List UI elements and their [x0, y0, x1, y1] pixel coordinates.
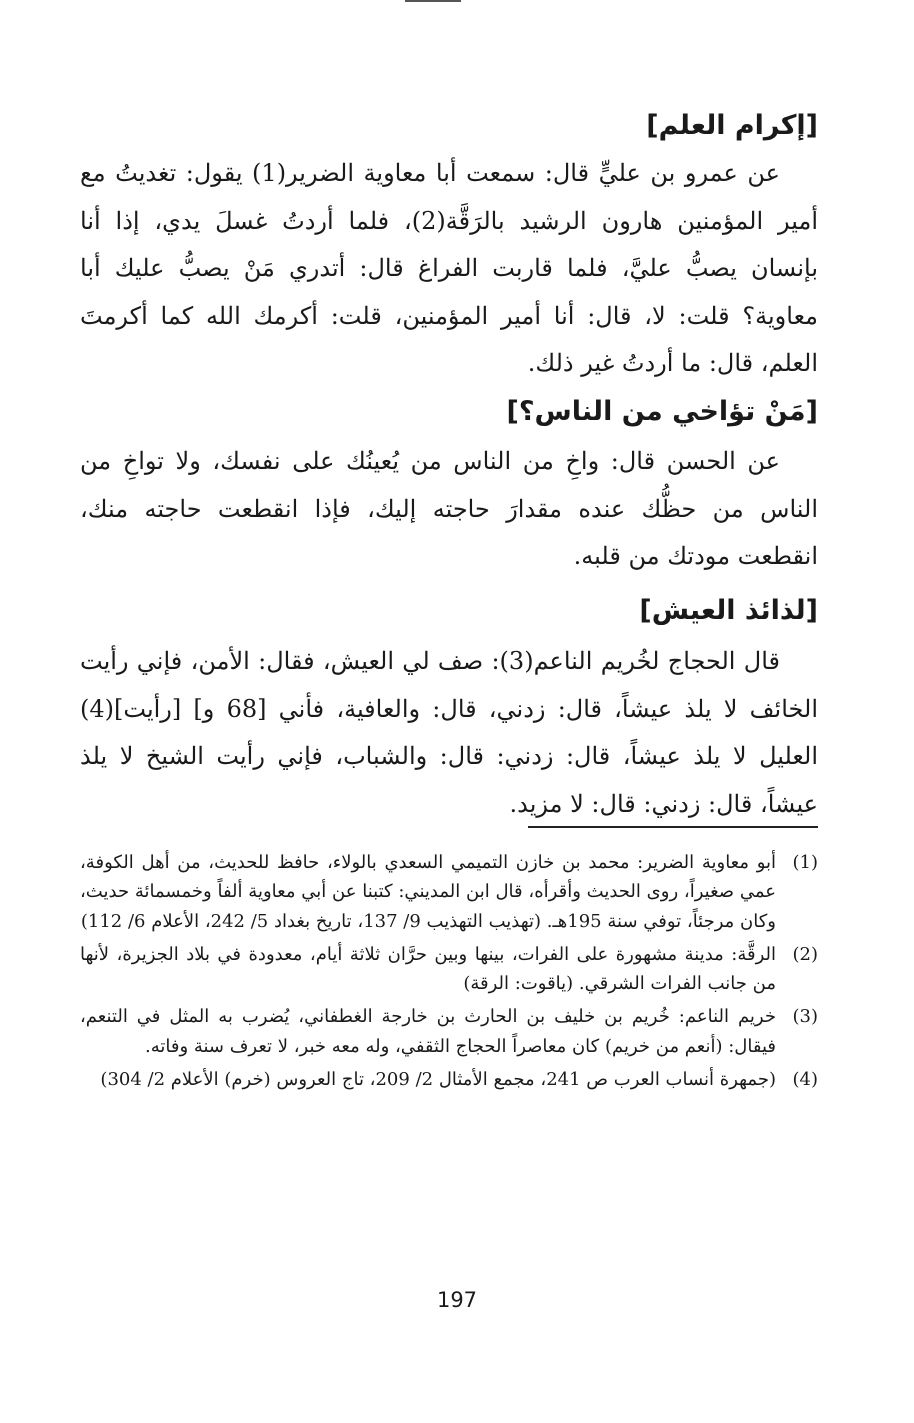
section-body-honoring-knowledge: عن عمرو بن عليٍّ قال: سمعت أبا معاوية الضرير(1) يقول: تغديتُ مع أمير المؤمنين هارون الرشيد بالرَقَّة(2)، فلما أردتُ غسلَ يدي، إذا أنا بإنسان يصبُّ عليَّ، فلما قاربت الفراغ قال: أتدري مَنْ يصبُّ عليك أبا معاوية؟ قلت: لا، قال: أنا أمير المؤمنين، قلت: أكرمك الله كما أكرمتَ العلم، قال: ما أردتُ غير ذلك.	[80, 159, 819, 377]
footnote	[80, 940, 818, 999]
footnote-text: خريم الناعم: خُريم بن خليف بن الحارث بن خارجة الغطفاني، يُضرب به المثل في التنعم، فيقال: (أنعم من خريم) كان معاصراً الحجاج الثقفي، وله معه خبر، لا تعرف سنة وفاته.	[80, 1006, 776, 1057]
footnote	[80, 1002, 818, 1061]
footnote-number: (1)	[792, 852, 818, 873]
footnote-number: (4)	[792, 1069, 818, 1091]
page-number: 197	[436, 1288, 478, 1312]
section-heading-honoring-knowledge: [إكرام العلم]	[646, 110, 818, 141]
footnote	[80, 1065, 818, 1094]
footnote-text: أبو معاوية الضرير: محمد بن خازن التميمي السعدي بالولاء، حافظ للحديث، من أهل الكوفة، عمي صغيراً، روى الحديث وأقرأه، قال ابن المديني: كتبنا عن أبي معاوية ألفاً وخمسمائة حديث، وكان مرجئاً، توفي سنة 195هـ. (تهذيب التهذيب 9/ 137، تاريخ بغداد 5/ 242، الأعلام 6/ 112)	[80, 852, 776, 932]
top-edge-rule	[405, 0, 461, 2]
section-heading-choosing-brothers: [مَنْ تؤاخي من الناس؟]	[506, 396, 818, 427]
footnote	[80, 848, 818, 936]
footnote-number: (2)	[792, 943, 818, 965]
footnotes	[80, 848, 818, 1098]
section-body-pleasures-of-life: قال الحجاج لخُريم الناعم(3): صف لي العيش، فقال: الأمن، فإني رأيت الخائف لا يلذ عيشاً، قال: زدني، قال: والعافية، فأني [68 و] [رأيت](4) العليل لا يلذ عيشاً، قال: زدني: قال: والشباب، فإني رأيت الشيخ لا يلذ عيشاً، قال: زدني: قال: لا مزيد.	[80, 647, 818, 818]
footnote-text: الرقَّة: مدينة مشهورة على الفرات، بينها وبين حرَّان ثلاثة أيام، معدودة في بلاد الجزيرة، لأنها من جانب الفرات الشرقي. (ياقوت: الرقة)	[80, 943, 776, 995]
footnote-number: (3)	[792, 1006, 818, 1028]
section-body-choosing-brothers: عن الحسن قال: واخِ من الناس من يُعينُك على نفسك، ولا تواخِ من الناس من حظُّك عنده مقدارَ حاجته إليك، فإذا انقطعت حاجته منك، انقطعت مودتك من قلبه.	[80, 447, 818, 570]
footnote-separator-rule	[528, 826, 818, 828]
footnote-text: (جمهرة أنساب العرب ص 241، مجمع الأمثال 2/ 209، تاج العروس (خرم) الأعلام 2/ 304)	[100, 1069, 776, 1091]
section-heading-pleasures-of-life: [لذائذ العيش]	[639, 595, 818, 626]
